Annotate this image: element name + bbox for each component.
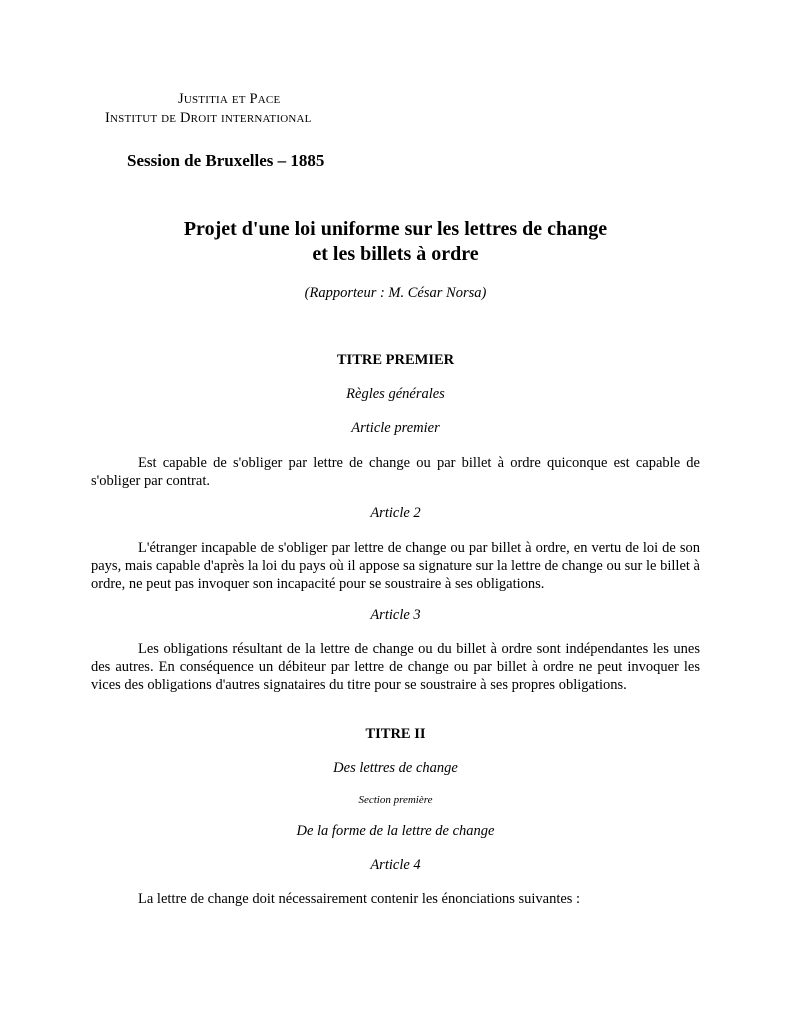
titre-premier-heading: TITRE PREMIER xyxy=(336,352,455,368)
document-title-line1: Projet d'une loi uniforme sur les lettres de change xyxy=(183,218,608,240)
motto-header: JUSTITIA ET PACE xyxy=(178,91,281,107)
regles-generales-subtitle: Règles générales xyxy=(346,386,445,402)
lettres-de-change-subtitle: Des lettres de change xyxy=(333,760,458,776)
article-2-heading: Article 2 xyxy=(370,505,421,521)
section-title: De la forme de la lettre de change xyxy=(296,823,495,839)
article-4-text: La lettre de change doit nécessairement contenir les énonciations suivantes : xyxy=(138,891,581,907)
article-3-heading: Article 3 xyxy=(370,607,421,623)
titre-ii-heading: TITRE II xyxy=(365,726,426,742)
session-heading: Session de Bruxelles – 1885 xyxy=(127,151,325,170)
article-2-text: L'étranger incapable de s'obliger par lettre de change ou par billet à ordre, en vertu de loi de son pays, mais capable d'après la loi du pays où il appose sa signature sur la lettre de change ou sur le billet à ordre, ne peut pas invoquer son incapacité pour se soustraire à ses obligations. xyxy=(91,540,700,592)
document-title-line2: et les billets à ordre xyxy=(312,243,479,265)
article-premier-heading: Article premier xyxy=(351,420,440,436)
section-premiere-label: Section première xyxy=(358,794,433,806)
article-premier-text: Est capable de s'obliger par lettre de change ou par billet à ordre quiconque est capable de s'obliger par contrat. xyxy=(91,455,700,489)
article-3-text: Les obligations résultant de la lettre de change ou du billet à ordre sont indépendantes les unes des autres. En conséquence un débiteur par lettre de change ou par billet à ordre ne peut invoquer les vices des obligations d'autres signataires du titre pour se soustraire à ses propres obligations. xyxy=(91,641,700,693)
rapporteur: (Rapporteur : M. César Norsa) xyxy=(304,285,487,301)
article-4-heading: Article 4 xyxy=(370,857,421,873)
institute-header: INSTITUT DE DROIT INTERNATIONAL xyxy=(105,110,312,126)
